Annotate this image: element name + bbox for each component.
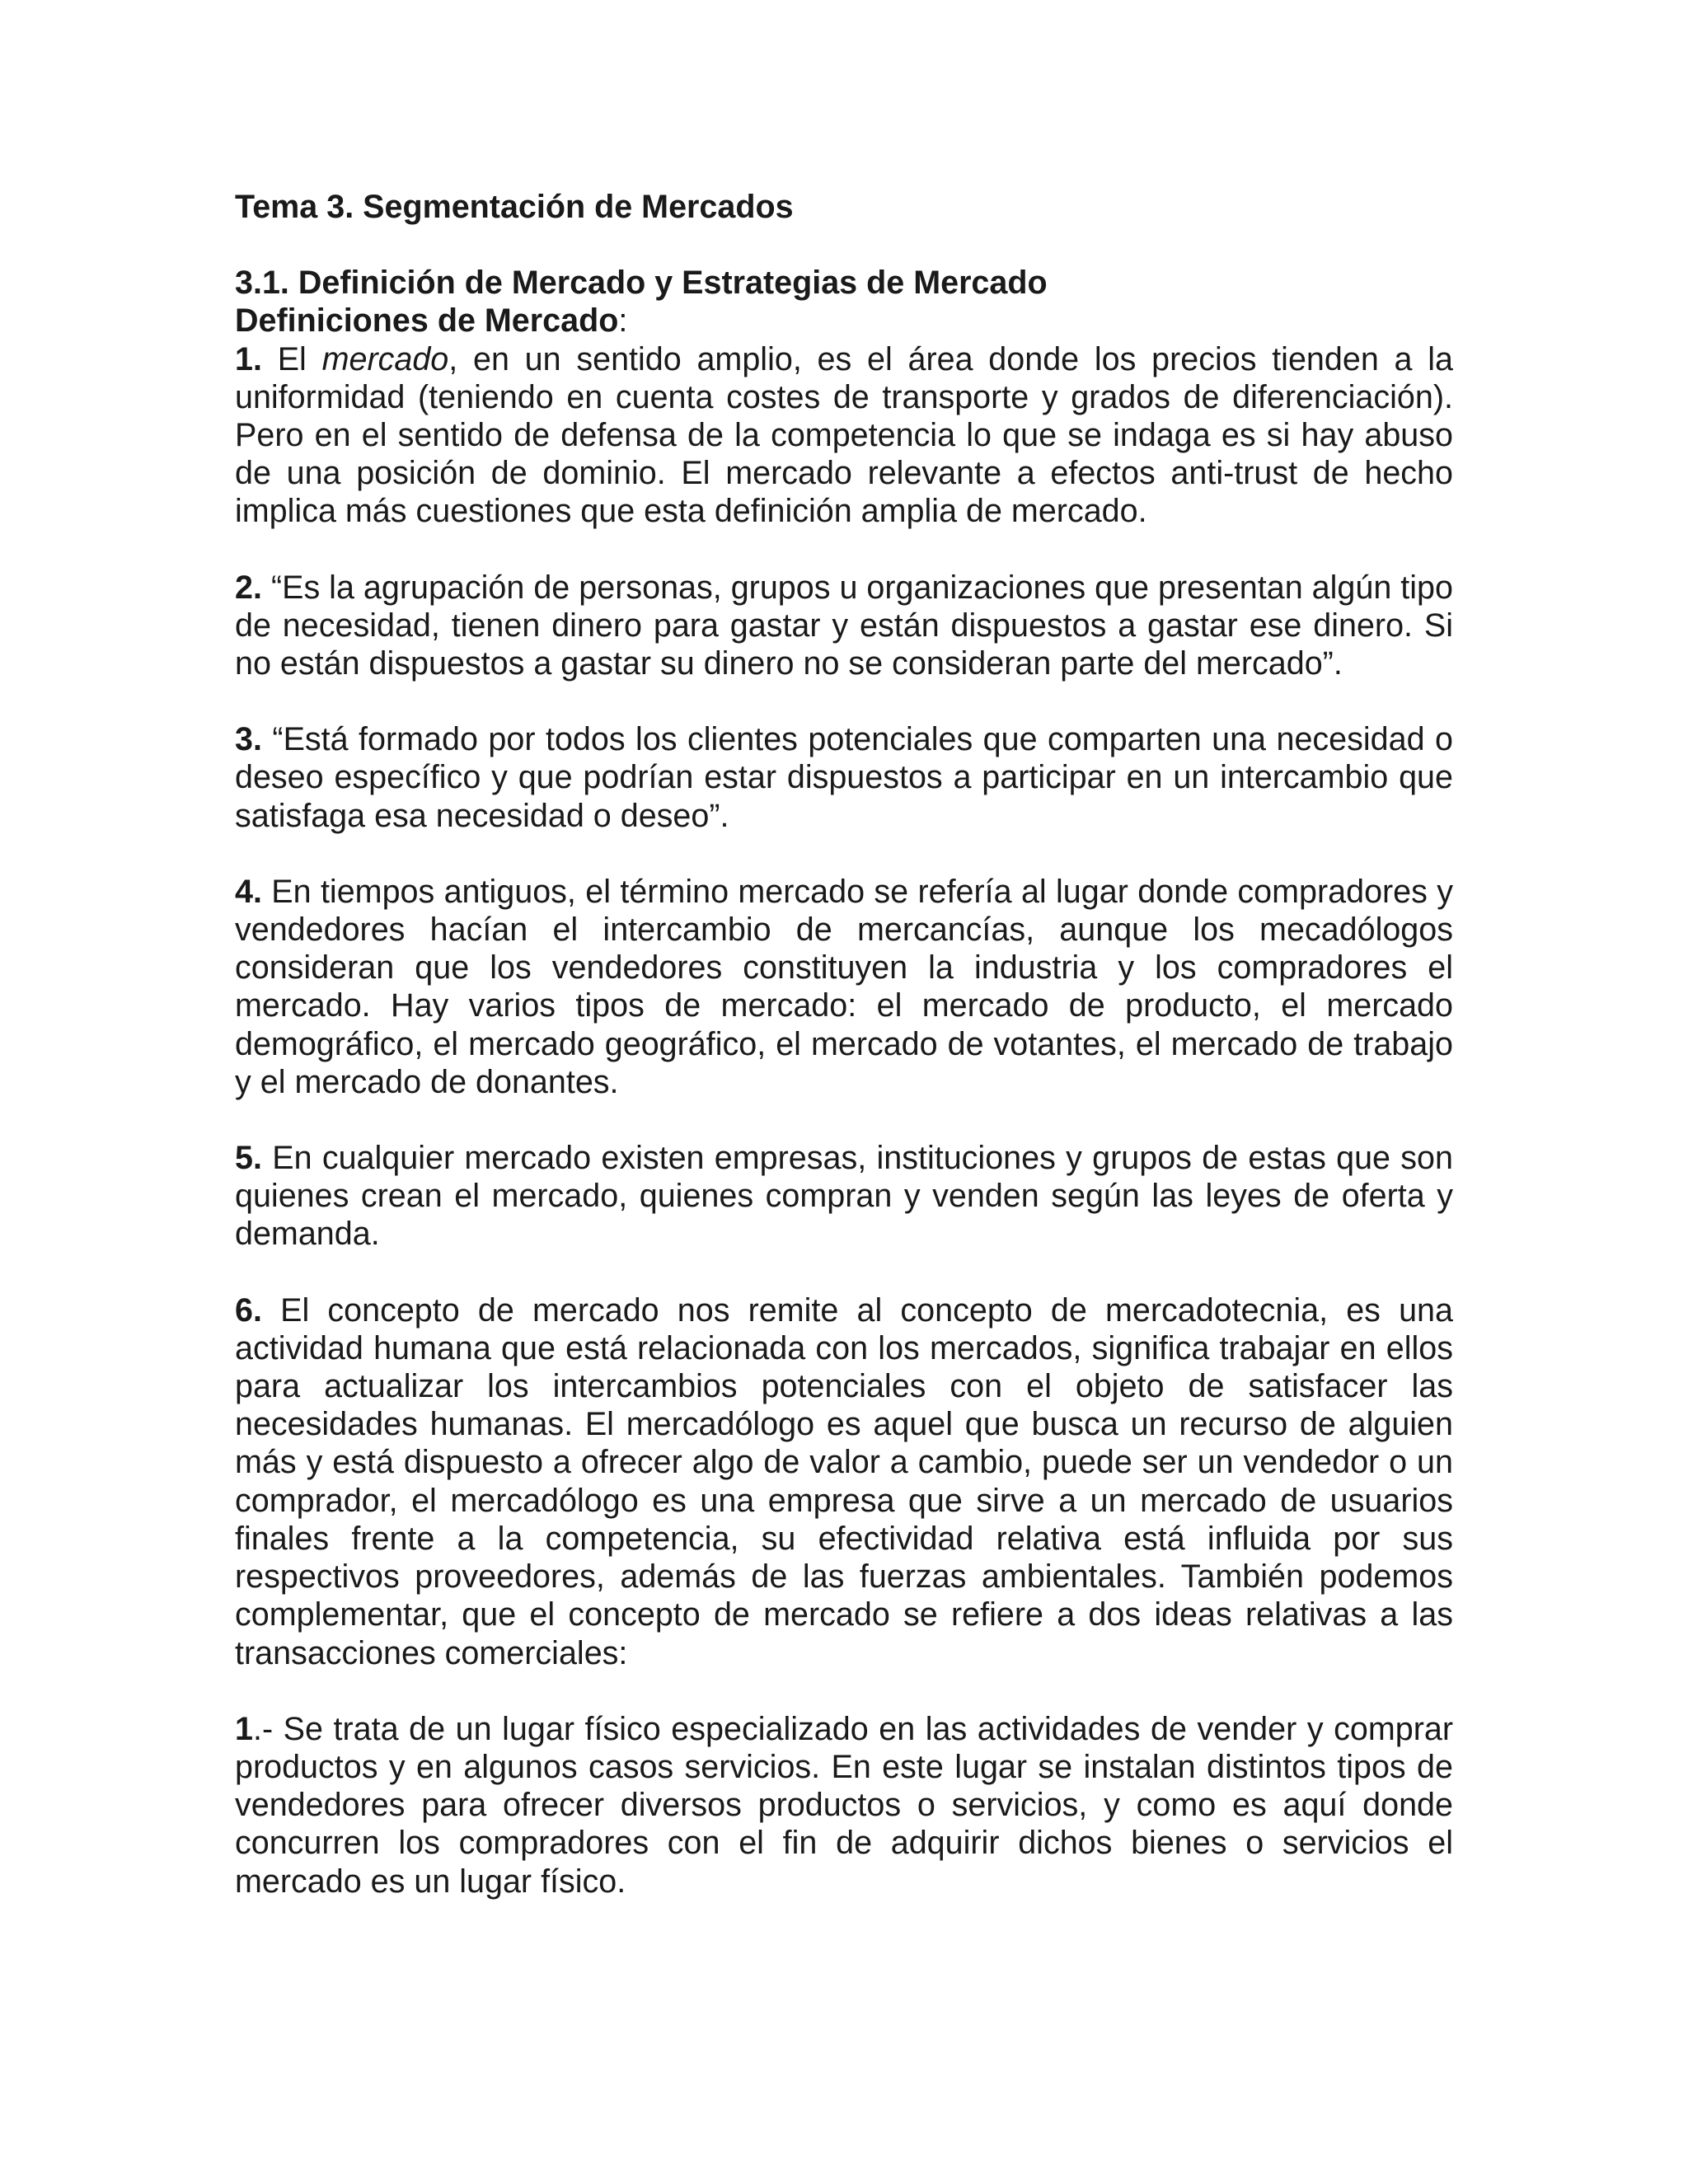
definition-text: En tiempos antiguos, el término mercado se refería al lugar donde compradores y vendedores hacían el intercambio de mercancías, aunque los mecadólogos consideran que los vendedores constituyen la industria y los compradores el mercado. Hay varios tipos de mercado: el mercado de producto, el mercado demográfico, el mercado geográfico, el mercado de votantes, el mercado de trabajo y el mercado de donantes. [235,873,1453,1100]
definition-3 [235,720,1453,835]
definition-pre: El [261,340,322,377]
definition-number: 5. [235,1140,262,1177]
definition-number: 4. [235,873,262,910]
definitions-subheading-colon: : [618,302,628,340]
definition-number: 2. [235,569,262,606]
document-title: Tema 3. Segmentación de Mercados [235,189,794,225]
definitions-subheading-text: Definiciones de Mercado [235,302,619,340]
definition-italic-term: mercado [321,340,449,377]
definition-text: En cualquier mercado existen empresas, instituciones y grupos de estas que son quienes crean el mercado, quienes compran y venden según las leyes de oferta y demanda. [235,1140,1453,1253]
definition-6 [235,1291,1453,1672]
definition-number: 1. [235,340,262,377]
idea-text: .- Se trata de un lugar físico especializado en las actividades de vender y comprar productos y en algunos casos servicios. En este lugar se instalan distintos tipos de vendedores para ofrecer diversos productos o servicios, y como es aquí donde concurren los compradores con el fin de adquirir dichos bienes o servicios el mercado es un lugar físico. [235,1710,1453,1900]
definitions-subheading [235,302,1453,340]
definition-2 [235,569,1453,683]
document-page [235,188,1453,1900]
definition-number: 6. [235,1291,262,1329]
definition-text: “Es la agrupación de personas, grupos u organizaciones que presentan algún tipo de necesidad, tienen dinero para gastar y están dispuestos a gastar ese dinero. Si no están dispuestos a gastar su dinero no se consideran parte del mercado”. [235,569,1453,682]
definition-1 [235,340,1453,531]
definition-text: “Está formado por todos los clientes potenciales que comparten una necesidad o deseo específico y que podrían estar dispuestos a participar en un intercambio que satisfaga esa necesidad o deseo”. [235,721,1453,834]
definition-4 [235,873,1453,1101]
definition-text: El concepto de mercado nos remite al concepto de mercadotecnia, es una actividad humana que está relacionada con los mercados, significa trabajar en ellos para actualizar los intercambios potenciales con el objeto de satisfacer las necesidades humanas. El mercadólogo es aquel que busca un recurso de alguien más y está dispuesto a ofrecer algo de valor a cambio, puede ser un vendedor o un comprador, el mercadólogo es una empresa que sirve a un mercado de usuarios finales frente a la competencia, su efectividad relativa está influida por sus respectivos proveedores, además de las fuerzas ambientales. También podemos complementar, que el concepto de mercado se refiere a dos ideas relativas a las transacciones comerciales: [235,1291,1453,1671]
definition-text: , en un sentido amplio, es el área donde los precios tienden a la uniformidad (teniendo en cuenta costes de transporte y grados de diferenciación). Pero en el sentido de defensa de la competencia lo que se indaga es si hay abuso de una posición de dominio. El mercado relevante a efectos anti-trust de hecho implica más cuestiones que esta definición amplia de mercado. [235,340,1453,530]
definition-number: 3. [235,721,262,758]
section-heading: 3.1. Definición de Mercado y Estrategias de Mercado [235,265,1048,302]
idea-number: 1 [235,1710,253,1747]
definition-5 [235,1139,1453,1254]
idea-1 [235,1710,1453,1900]
